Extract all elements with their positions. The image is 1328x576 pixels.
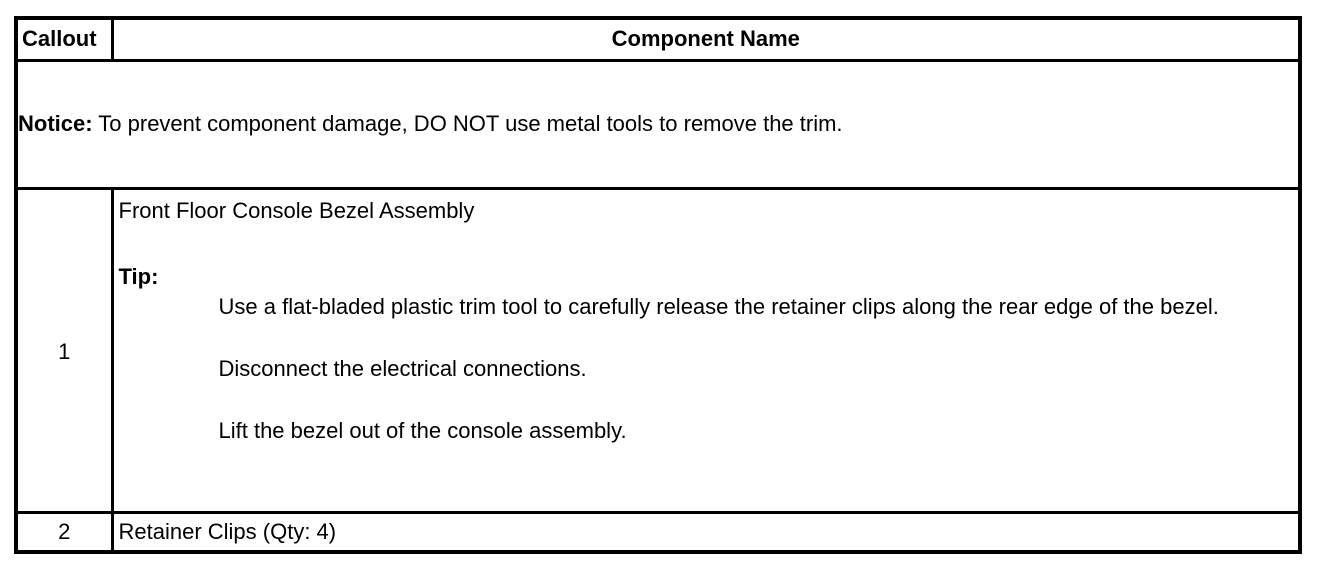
table-row — [16, 188, 1300, 512]
callout-column-header: Callout — [16, 18, 112, 60]
tip-step: Disconnect the electrical connections. — [218, 355, 587, 381]
table-header-row — [16, 18, 1300, 60]
component-table — [14, 16, 1302, 554]
notice-cell — [16, 60, 1300, 188]
notice-row — [16, 60, 1300, 188]
tip-steps-list — [119, 292, 1291, 446]
component-name: Retainer Clips (Qty: 4) — [112, 512, 1300, 552]
tip-step: Lift the bezel out of the console assembly. — [218, 417, 627, 443]
callout-number: 2 — [16, 512, 112, 552]
component-name: Front Floor Console Bezel Assembly — [118, 197, 475, 223]
component-name-column-header: Component Name — [112, 18, 1300, 60]
table-row — [16, 512, 1300, 552]
tip-label: Tip: — [118, 263, 159, 289]
tip-step: Use a flat-bladed plastic trim tool to carefully release the retainer clips along the rear edge of the bezel. — [218, 293, 1219, 319]
notice-text: To prevent component damage, DO NOT use metal tools to remove the trim. — [98, 111, 843, 136]
callout-number: 1 — [16, 188, 112, 512]
component-cell — [112, 188, 1300, 512]
notice-label: Notice: — [18, 111, 93, 136]
